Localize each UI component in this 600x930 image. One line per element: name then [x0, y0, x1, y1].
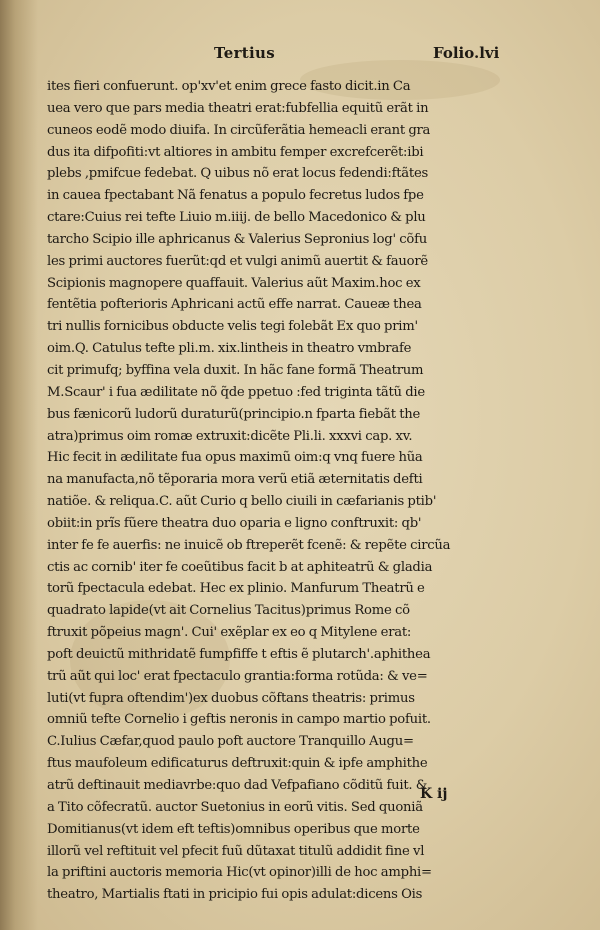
text-line: na manufacta,nõ tẽporaria mora verũ etiã æternitatis defti: [47, 472, 423, 488]
text-line: cit primufq; byffina vela duxit. In hãc fane formã Theatrum: [47, 362, 424, 378]
text-line: plebs ,pmifcue fedebat. Q uibus nõ erat locus fedendi:ftãtes: [47, 166, 429, 182]
text-line: natiõe. & reliqua.C. aũt Curio q bello ciuili in cæfarianis ptib': [47, 494, 437, 510]
folio-number: Folio.lvi: [433, 44, 500, 62]
text-line: ftus maufoleum edificaturus deftruxit:quin & ipfe amphithe: [47, 756, 428, 772]
text-line: bus fænicorũ ludorũ duraturũ(principio.n fparta fiebãt the: [47, 406, 421, 422]
text-line: a Tito cõfecratũ. auctor Suetonius in eorũ vitis. Sed quoniã: [47, 799, 423, 815]
text-line: fentẽtia pofterioris Aphricani actũ effe narrat. Caueæ thea: [47, 297, 422, 313]
text-line: oim.Q. Catulus tefte pli.m. xix.lintheis in theatro vmbrafe: [47, 341, 412, 357]
text-line: obiit:in prĩs fũere theatra duo oparia e ligno conftruxit: qb': [47, 515, 422, 531]
text-line: la priftini auctoris memoria Hic(vt opinor)illi de hoc amphi=: [47, 865, 432, 881]
text-line: atra)primus oim romæ extruxit:dicẽte Pli.li. xxxvi cap. xv.: [47, 428, 413, 444]
text-line: ctare:Cuius rei tefte Liuio m.iiij. de bello Macedonico & plu: [47, 210, 426, 226]
text-line: Hic fecit in ædilitate fua opus maximũ oim:q vnq fuere hũa: [47, 450, 423, 466]
text-line: ftruxit põpeius magn'. Cui' exẽplar ex eo q Mitylene erat:: [47, 625, 412, 641]
text-line: atrũ deftinauit mediavrbe:quo dad Vefpafiano cõditũ fuit. &: [47, 778, 428, 793]
text-line: Domitianus(vt idem eft teftis)omnibus operibus que morte: [47, 821, 420, 837]
text-line: uea vero que pars media theatri erat:fubfellia equitũ erãt in: [47, 100, 429, 116]
text-line: M.Scaur' i fua ædilitate nõ q̃de ppetuo :fed triginta tãtũ die: [47, 384, 425, 400]
binding-gutter-shadow: [0, 0, 38, 930]
body-text: [47, 76, 517, 906]
text-line: omniũ tefte Cornelio i geftis neronis in campo martio pofuit.: [47, 712, 431, 728]
text-line: dus ita difpofiti:vt altiores in ambitu femper excrefcerẽt:ibi: [47, 144, 424, 160]
text-line: in cauea fpectabant Nã fenatus a populo fecretus ludos fpe: [47, 188, 424, 204]
text-line: ites fieri confuerunt. op'xv'et enim grece fasto dicit.in Ca: [47, 79, 411, 94]
text-line: torũ fpectacula edebat. Hec ex plinio. Manfurum Theatrũ e: [47, 581, 425, 597]
text-line: poft deuictũ mithridatẽ fumpfiffe t eftis ẽ plutarch'.aphithea: [47, 646, 431, 662]
text-line: les primi auctores fuerũt:qd et vulgi animũ auertit & fauorẽ: [47, 253, 428, 269]
text-line: tri nullis fornicibus obducte velis tegi folebãt Ex quo prim': [47, 319, 418, 335]
text-line: cuneos eodẽ modo diuifa. In circũferãtia hemeacli erant gra: [47, 122, 431, 138]
running-head: Tertius: [214, 44, 275, 62]
text-line: tarcho Scipio ille aphricanus & Valerius Sepronius log' cõfu: [47, 231, 427, 247]
page-header: [0, 44, 600, 70]
signature-mark: K ij: [420, 786, 448, 802]
text-line: C.Iulius Cæfar,quod paulo poft auctore Tranquillo Augu=: [47, 734, 414, 750]
text-line: ctis ac cornib' iter fe coeũtibus facit b at aphiteatrũ & gladia: [47, 559, 433, 575]
text-line: Scipionis magnopere quaffauit. Valerius aũt Maxim.hoc ex: [47, 275, 421, 291]
text-line: theatro, Martialis ftati in pricipio fui opis adulat:dicens Ois: [47, 887, 423, 903]
text-line: quadrato lapide(vt ait Cornelius Tacitus)primus Rome cõ: [47, 603, 410, 619]
text-line: illorũ vel reftituit vel pfecit fuũ dũtaxat titulũ addidit fine vl: [47, 843, 425, 859]
text-line: luti(vt fupra oftendim')ex duobus cõftans theatris: primus: [47, 690, 415, 706]
text-line: inter fe fe auerfis: ne inuicẽ ob ftreperẽt fcenẽ: & repẽte circũa: [47, 537, 451, 553]
text-line: trũ aũt qui loc' erat fpectaculo grantia:forma rotũda: & ve=: [47, 668, 428, 684]
